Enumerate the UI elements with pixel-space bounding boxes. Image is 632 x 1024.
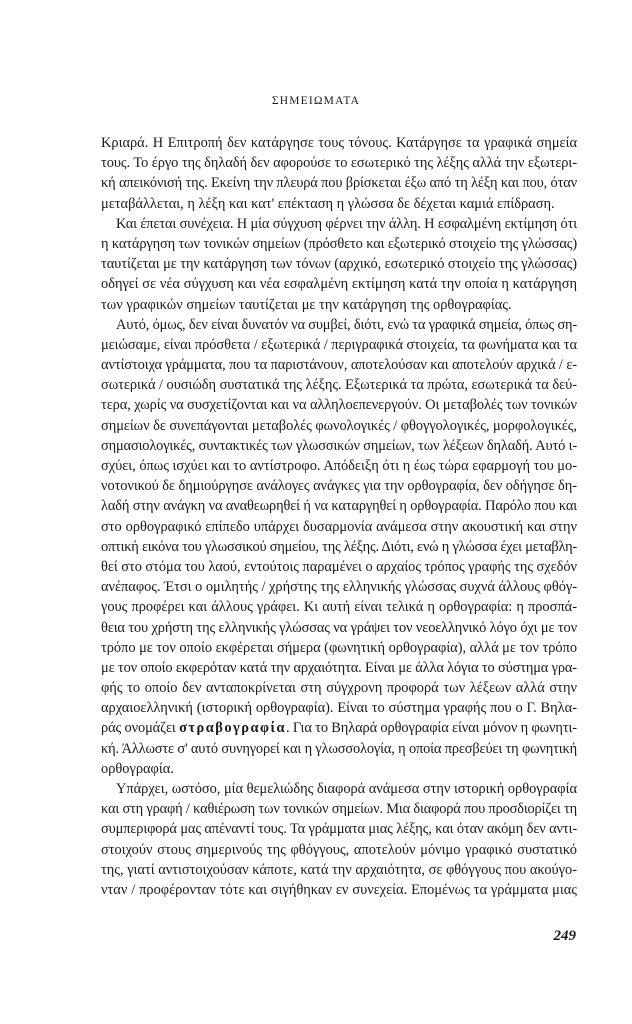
text-line [101, 476, 577, 496]
text-line [101, 618, 577, 638]
text-line [101, 496, 577, 516]
line-text: φής το οποίο δεν ανταποκρίνεται στη σύγχρονη προφορά των λέξεων αλλά στην [101, 680, 577, 697]
page-number: 249 [553, 928, 576, 944]
line-text: συμπεριφορά μας απέναντί τους. Τα γράμματα μιας λέξης, και όταν ακόμη δεν αντι- [101, 821, 577, 838]
line-text: της, γιατί αντιστοιχούσαν κάποτε, κατά την αρχαιότητα, σε φθόγγους που ακούγο- [101, 861, 577, 878]
text-line [101, 456, 577, 476]
text-line [101, 335, 577, 355]
line-text: . Για το Βηλαρά ορθογραφία είναι μόνον η φωνητι- [285, 720, 577, 737]
line-text: λαδή στην ανάγκη να αναθεωρηθεί ή να καταργηθεί η ορθογραφία. Παρόλο που και [101, 498, 577, 515]
text-line [101, 739, 577, 759]
line-text: η κατάργηση των τονικών σημείων (πρόσθετο και εξωτερικό στοιχείο της γλώσσας) [101, 235, 577, 252]
line-text: αντίστοιχα γράμματα, που τα παριστάνουν, αποτελούσαν και αποτελούν αρχικά / ε- [101, 357, 577, 374]
line-text: σωτερικά / ουσιώδη συστατικά της λέξης. Εξωτερικά τα πρώτα, εσωτερικά τα δεύ- [101, 377, 577, 394]
text-line [101, 537, 577, 557]
line-text: ταυτίζεται με την κατάργηση των τόνων (αρχικό, εσωτερικό στοιχείο της γλώσσας) [101, 256, 577, 273]
text-line [101, 395, 577, 415]
text-line [101, 658, 577, 678]
line-text: ανέπαφος. Έτσι ο ομιλητής / χρήστης της ελληνικής γλώσσας συχνά άλλους φθόγ- [101, 579, 577, 596]
text-line [101, 678, 577, 698]
text-line [101, 254, 577, 274]
body-text [101, 133, 577, 900]
text-line [101, 274, 577, 294]
line-text: τερα, χωρίς να συσχετίζονται και να αλληλοεπενεργούν. Οι μεταβολές των τονικών [101, 397, 577, 414]
text-line [101, 597, 577, 617]
line-text: γους προφέρει και άλλους γράφει. Κι αυτή είναι τελικά η ορθογραφία: η προσπά- [101, 599, 577, 616]
text-line [101, 194, 577, 214]
line-text: κή. Άλλωστε σ' αυτό συνηγορεί και η γλωσσολογία, η οποία πρεσβεύει τη φωνητική [101, 740, 577, 757]
text-line [101, 840, 577, 860]
line-text: θεί στο στόμα του λαού, εντούτοις παραμένει ο αρχαίος τρόπος γραφής της σχεδόν [101, 558, 577, 575]
text-line [101, 436, 577, 456]
line-text: μειώσαμε, είναι πρόσθετα / εξωτερικά / περιγραφικά στοιχεία, τα φωνήματα και τα [101, 336, 577, 353]
text-line [101, 779, 577, 799]
line-text: τρόπο με τον οποίο εκφέρεται σήμερα (φωνητική ορθογραφία), αλλά με τον τρόπο [101, 639, 577, 656]
emphasized-term: στραβογραφία [179, 720, 286, 737]
text-line [101, 718, 577, 738]
text-line [101, 799, 577, 819]
running-header: ΣΗΜΕΙΩΜΑΤΑ [271, 95, 361, 107]
text-line [101, 295, 577, 315]
text-line [101, 153, 577, 173]
text-line [101, 880, 577, 900]
line-text: στοιχούν στους σημερινούς της φθόγγους, αποτελούν μόνιμο γραφικό συστατικό [101, 841, 577, 858]
line-text: στο ορθογραφικό επίπεδο υπάρχει δυσαρμονία ανάμεσα στην ακουστική και στην [101, 518, 577, 535]
line-text: οπτική εικόνα του γλωσσικού σημείου, της λέξης. Διότι, ενώ η γλώσσα έχει μεταβλη- [101, 538, 577, 555]
line-text: νοτονικού δε δημιούργησε ανάλογες ανάγκες για την ορθογραφία, δεν οδήγησε δη- [101, 478, 577, 495]
text-line [101, 759, 577, 779]
text-line [101, 355, 577, 375]
line-text: σχύει, όπως ισχύει και το αντίστροφο. Απόδειξη ότι η έως τώρα εφαρμογή του μο- [101, 458, 577, 474]
line-text: ορθογραφία. [101, 760, 174, 777]
text-line [101, 214, 577, 234]
text-line [101, 173, 577, 193]
text-line [101, 577, 577, 597]
text-line [101, 375, 577, 395]
text-line [101, 638, 577, 658]
line-text: θεια του χρήστη της ελληνικής γλώσσας να γράψει τον νεοελληνικό λόγο όχι με τον [101, 619, 577, 636]
text-line [101, 860, 577, 880]
text-line [101, 315, 577, 335]
text-line [101, 133, 577, 153]
text-line [101, 819, 577, 839]
text-line [101, 416, 577, 436]
line-text: Αυτό, όμως, δεν είναι δυνατόν να συμβεί, διότι, ενώ τα γραφικά σημεία, όπως ση- [116, 316, 577, 333]
line-text: και στη γραφή / καθιέρωση των τονικών σημείων. Μια διαφορά που προσδιορίζει τη [101, 801, 577, 818]
text-line [101, 557, 577, 577]
line-text: με τον οποίο εκφερόταν κατά την αρχαιότητα. Είναι με άλλα λόγια το σύστημα γρα- [101, 659, 577, 676]
line-text: αρχαιοελληνική (ιστορική ορθογραφία). Είναι το σύστημα γραφής που ο Γ. Βηλα- [101, 700, 577, 717]
line-text: των γραφικών σημείων ταυτίζεται με την κατάργηση της ορθογραφίας. [101, 296, 512, 313]
text-line [101, 698, 577, 718]
line-text: οδηγεί σε νέα σύγχυση και νέα εσφαλμένη εκτίμηση κατά την οποία η κατάργηση [101, 276, 577, 293]
text-line [101, 517, 577, 537]
line-text: μεταβάλλεται, η λέξη και κατ' επέκταση η γλώσσα δε δέχεται καμιά επίδραση. [101, 195, 555, 212]
line-text: τους. Το έργο της δηλαδή δεν αφορούσε το εσωτερικό της λέξης αλλά την εξωτερι- [101, 155, 577, 172]
line-text: ράς ονομάζει [101, 720, 180, 737]
line-text: Υπάρχει, ωστόσο, μία θεμελιώδης διαφορά ανάμεσα στην ιστορική ορθογραφία [116, 781, 577, 797]
line-text: σημασιολογικές, συντακτικές των γλωσσικών σημείων, των λέξεων δηλαδή. Αυτό ι- [101, 437, 577, 454]
line-text: νταν / προφέρονταν τότε και σιγήθηκαν εν συνεχεία. Επομένως τα γράμματα μιας [101, 881, 577, 898]
line-text: σημείων δε συνεπάγονται μεταβολές φωνολογικές / φθογγολογικές, μορφολογικές, [101, 417, 577, 434]
line-text: κή απεικόνισή της. Εκείνη την πλευρά που βρίσκεται έξω από τη λέξη και που, όταν [101, 175, 577, 192]
line-text: Και έπεται συνέχεια. Η μία σύγχυση φέρνει την άλλη. Η εσφαλμένη εκτίμηση ότι [116, 215, 577, 232]
line-text: Κριαρά. Η Επιτροπή δεν κατάργησε τους τόνους. Κατάργησε τα γραφικά σημεία [101, 135, 577, 151]
text-line [101, 234, 577, 254]
